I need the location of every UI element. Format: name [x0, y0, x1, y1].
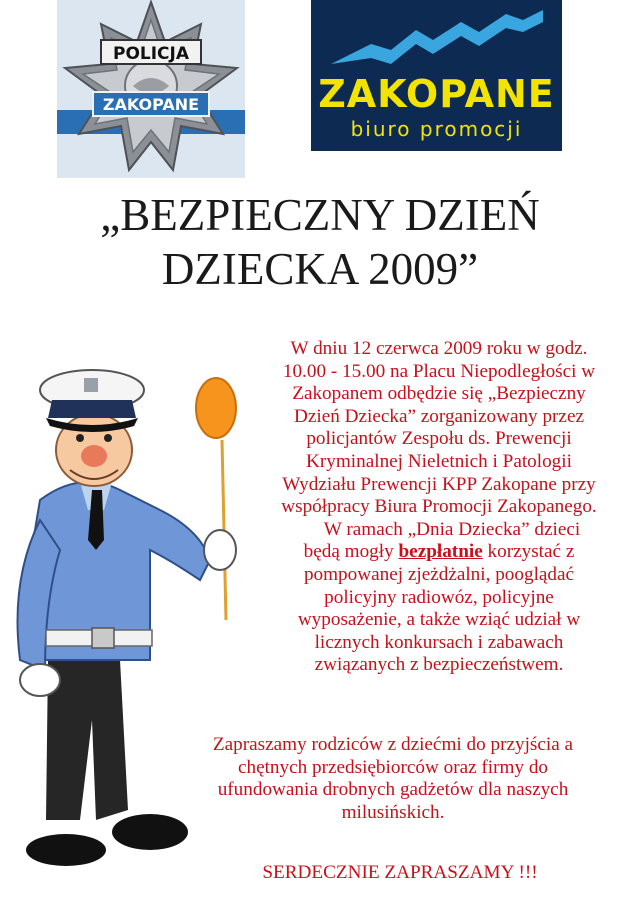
description-line: licznych konkursach i zabawach [314, 631, 564, 653]
police-logo-top-text: POLICJA [112, 44, 190, 64]
event-description [240, 338, 637, 677]
title-line-1: „BEZPIECZNY DZIEŃ [100, 190, 540, 240]
zakopane-logo-subtitle: biuro promocji [350, 117, 523, 141]
description-line: W dniu 12 czerwca 2009 roku w godz. [290, 338, 588, 359]
description-line: Wydziału Prewencji KPP Zakopane przy [282, 473, 596, 495]
police-star-badge-icon [57, 0, 245, 178]
description-line-free-entry [240, 541, 637, 564]
invitation-paragraph [160, 734, 626, 824]
zakopane-logo [311, 0, 562, 151]
description-line: Dzień Dziecka” zorganizowany przez [294, 405, 584, 427]
description-line: policjantów Zespołu ds. Prewencji [306, 428, 572, 450]
description-line: związanych z bezpieczeństwem. [314, 654, 564, 676]
description-text: korzystać z [482, 541, 575, 563]
police-logo [57, 0, 245, 178]
description-line: wyposażenie, a także wziąć udział w [297, 609, 581, 631]
description-text: będą mogły [303, 541, 399, 563]
description-line: policyjny radiowóz, policyjne [324, 586, 554, 608]
description-line: 10.00 - 15.00 na Placu Niepodległości w [282, 360, 596, 382]
invitation-line: ufundowania drobnych gadżetów dla naszych [217, 779, 569, 801]
page-title [40, 188, 600, 296]
description-line: Kryminalnej Nieletnich i Patologii [306, 450, 572, 472]
invitation-line: chętnych przedsiębiorców oraz firmy do [237, 756, 549, 778]
description-line: pompowanej zjeżdżalni, pooglądać [303, 563, 575, 585]
mountains-icon [311, 0, 562, 72]
free-emphasis: bezpłatnie [398, 541, 483, 563]
closing-line: SERDECZNIE ZAPRASZAMY !!! [262, 862, 538, 883]
police-logo-bottom-text: ZAKOPANE [102, 95, 200, 114]
zakopane-logo-name: ZAKOPANE [318, 72, 555, 116]
description-line: W ramach „Dnia Dziecka” dzieci [323, 518, 581, 540]
description-line: Zakopanem odbędzie się „Bezpieczny [292, 383, 586, 405]
invitation-line: Zapraszamy rodziców z dziećmi do przyjścia a [212, 734, 574, 755]
invitation-line: milusińskich. [341, 801, 445, 823]
description-line: współpracy Biura Promocji Zakopanego. [281, 496, 597, 518]
title-line-2: DZIECKA 2009” [161, 244, 479, 294]
